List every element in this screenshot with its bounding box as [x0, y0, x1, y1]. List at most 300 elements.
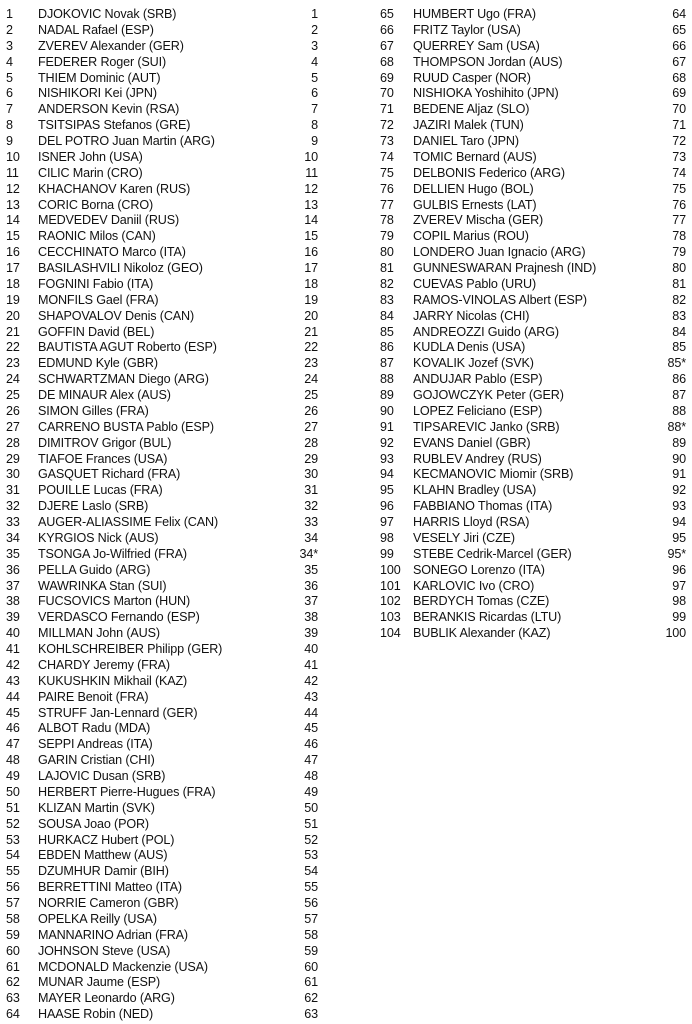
- player-name: THOMPSON Jordan (AUS): [413, 54, 563, 69]
- list-item: [6, 801, 318, 817]
- player-name: TOMIC Bernard (AUS): [413, 149, 537, 164]
- player-rank: 81: [672, 276, 686, 291]
- entry-number: 41: [6, 642, 20, 656]
- entry-number: 27: [6, 419, 20, 434]
- list-item: [380, 245, 686, 261]
- list-item: [6, 833, 318, 849]
- player-rank: 50: [304, 800, 318, 815]
- entry-number: 37: [6, 578, 20, 593]
- list-item: [380, 420, 686, 436]
- player-rank: 4: [311, 54, 318, 69]
- player-rank: 58: [304, 927, 318, 942]
- list-item: [6, 55, 318, 71]
- player-name: LONDERO Juan Ignacio (ARG): [413, 245, 586, 260]
- player-rank: 63: [304, 1007, 318, 1022]
- entry-number: 88: [380, 372, 394, 387]
- player-name: ANDUJAR Pablo (ESP): [413, 372, 543, 387]
- list-item: [380, 182, 686, 198]
- player-rank: 55: [304, 880, 318, 895]
- entry-number: 8: [6, 118, 13, 133]
- player-rank: 76: [672, 197, 686, 212]
- entry-number: 82: [380, 276, 394, 291]
- player-name: GOJOWCZYK Peter (GER): [413, 388, 564, 402]
- player-rank: 97: [672, 578, 686, 593]
- list-item: [6, 531, 318, 547]
- list-item: [380, 340, 686, 356]
- player-rank: 91: [672, 467, 686, 482]
- player-name: KARLOVIC Ivo (CRO): [413, 578, 535, 593]
- player-rank: 88*: [667, 419, 686, 434]
- player-name: BEDENE Aljaz (SLO): [413, 102, 530, 117]
- list-item: [6, 499, 318, 515]
- entry-number: 15: [6, 229, 20, 244]
- player-rank: 88: [672, 403, 686, 418]
- player-name: MILLMAN John (AUS): [38, 626, 160, 641]
- player-name: MCDONALD Mackenzie (USA): [38, 959, 208, 974]
- player-rank: 77: [672, 213, 686, 228]
- entry-number: 4: [6, 54, 13, 69]
- player-rank: 47: [304, 753, 318, 768]
- entry-number: 90: [380, 403, 394, 418]
- entry-number: 19: [6, 292, 20, 307]
- list-item: [6, 340, 318, 356]
- player-rank: 64: [672, 7, 686, 21]
- player-name: ZVEREV Mischa (GER): [413, 213, 544, 228]
- player-rank: 36: [304, 578, 318, 593]
- entry-number: 33: [6, 515, 20, 529]
- player-name: JARRY Nicolas (CHI): [413, 308, 530, 323]
- player-rank: 96: [672, 562, 686, 577]
- player-rank: 31: [304, 483, 318, 498]
- list-item: [6, 229, 318, 245]
- list-item: [6, 928, 318, 944]
- entry-number: 21: [6, 324, 20, 339]
- list-item: [380, 39, 686, 55]
- entry-number: 91: [380, 419, 394, 434]
- entry-number: 101: [380, 578, 401, 593]
- player-rank: 39: [304, 626, 318, 641]
- player-name: KOHLSCHREIBER Philipp (GER): [38, 642, 223, 656]
- entry-number: 18: [6, 276, 20, 291]
- player-rank: 95*: [667, 546, 686, 561]
- list-item: [6, 436, 318, 452]
- list-item: [6, 642, 318, 658]
- list-item: [6, 420, 318, 436]
- player-rank: 40: [304, 642, 318, 656]
- entry-number: 6: [6, 86, 13, 101]
- list-item: [380, 404, 686, 420]
- entry-number: 62: [6, 975, 20, 990]
- player-name: FRITZ Taylor (USA): [413, 22, 521, 37]
- list-item: [6, 785, 318, 801]
- player-rank: 38: [304, 610, 318, 625]
- player-rank: 78: [672, 229, 686, 244]
- list-item: [6, 483, 318, 499]
- entry-number: 56: [6, 880, 20, 895]
- entry-number: 20: [6, 308, 20, 323]
- entry-number: 71: [380, 102, 394, 117]
- player-name: HURKACZ Hubert (POL): [38, 832, 175, 847]
- player-rank: 83: [672, 308, 686, 323]
- list-item: [380, 579, 686, 595]
- entry-number: 3: [6, 38, 13, 53]
- player-name: BUBLIK Alexander (KAZ): [413, 626, 551, 641]
- player-rank: 71: [672, 118, 686, 133]
- entry-number: 51: [6, 800, 20, 815]
- list-item: [6, 7, 318, 23]
- entry-number: 29: [6, 451, 20, 466]
- player-rank: 28: [304, 435, 318, 450]
- entry-number: 38: [6, 594, 20, 609]
- list-item: [380, 293, 686, 309]
- player-rank: 87: [672, 388, 686, 402]
- list-item: [6, 23, 318, 39]
- entry-number: 83: [380, 292, 394, 307]
- player-rank: 49: [304, 784, 318, 799]
- list-item: [6, 293, 318, 309]
- player-name: KECMANOVIC Miomir (SRB): [413, 467, 574, 482]
- player-name: EBDEN Matthew (AUS): [38, 848, 168, 863]
- player-rank: 82: [672, 292, 686, 307]
- entry-number: 2: [6, 22, 13, 37]
- entry-number: 64: [6, 1007, 20, 1022]
- entry-number: 32: [6, 499, 20, 514]
- player-rank: 68: [672, 70, 686, 85]
- list-item: [6, 975, 318, 991]
- player-name: LAJOVIC Dusan (SRB): [38, 769, 166, 783]
- player-name: DZUMHUR Damir (BIH): [38, 864, 169, 879]
- player-name: HUMBERT Ugo (FRA): [413, 7, 536, 21]
- list-item: [380, 213, 686, 229]
- entry-number: 65: [380, 7, 394, 21]
- entry-number: 23: [6, 356, 20, 371]
- player-rank: 73: [672, 149, 686, 164]
- player-rank: 85: [672, 340, 686, 355]
- player-name: FOGNINI Fabio (ITA): [38, 276, 154, 291]
- player-name: HAASE Robin (NED): [38, 1007, 154, 1022]
- entry-number: 66: [380, 22, 394, 37]
- entry-number: 97: [380, 515, 394, 529]
- player-rank: 33: [304, 515, 318, 529]
- player-name: BERRETTINI Matteo (ITA): [38, 880, 182, 895]
- list-item: [6, 848, 318, 864]
- player-rank: 27: [304, 419, 318, 434]
- list-item: [6, 467, 318, 483]
- list-item: [6, 579, 318, 595]
- list-item: [6, 515, 318, 531]
- player-name: EVANS Daniel (GBR): [413, 435, 531, 450]
- player-rank: 74: [672, 165, 686, 180]
- player-rank: 23: [304, 356, 318, 371]
- list-item: [380, 7, 686, 23]
- entry-number: 1: [6, 7, 13, 21]
- player-rank: 79: [672, 245, 686, 260]
- entry-number: 80: [380, 245, 394, 260]
- player-name: GASQUET Richard (FRA): [38, 467, 181, 482]
- entry-number: 54: [6, 848, 20, 863]
- player-rank: 37: [304, 594, 318, 609]
- list-item: [6, 213, 318, 229]
- player-rank: 18: [304, 276, 318, 291]
- player-rank: 1: [311, 7, 318, 21]
- player-rank: 52: [304, 832, 318, 847]
- player-rank: 22: [304, 340, 318, 355]
- player-rank: 16: [304, 245, 318, 260]
- player-rank: 89: [672, 435, 686, 450]
- player-rank: 51: [304, 816, 318, 831]
- ranking-column-left: [6, 7, 318, 1023]
- list-item: [6, 71, 318, 87]
- entry-number: 69: [380, 70, 394, 85]
- player-name: CILIC Marin (CRO): [38, 165, 143, 180]
- list-item: [6, 39, 318, 55]
- player-name: KHACHANOV Karen (RUS): [38, 181, 191, 196]
- player-rank: 29: [304, 451, 318, 466]
- list-item: [380, 467, 686, 483]
- list-item: [380, 626, 686, 642]
- list-item: [380, 452, 686, 468]
- player-rank: 20: [304, 308, 318, 323]
- entry-number: 47: [6, 737, 20, 752]
- player-name: DELBONIS Federico (ARG): [413, 165, 565, 180]
- entry-number: 57: [6, 896, 20, 910]
- player-name: SIMON Gilles (FRA): [38, 403, 149, 418]
- list-item: [380, 499, 686, 515]
- player-rank: 65: [672, 22, 686, 37]
- player-name: CHARDY Jeremy (FRA): [38, 657, 170, 672]
- player-name: KUDLA Denis (USA): [413, 340, 526, 355]
- player-name: GARIN Cristian (CHI): [38, 753, 155, 768]
- player-rank: 100: [665, 626, 686, 641]
- player-rank: 10: [304, 149, 318, 164]
- list-item: [6, 404, 318, 420]
- player-name: CUEVAS Pablo (URU): [413, 276, 537, 291]
- entry-number: 16: [6, 245, 20, 260]
- player-rank: 90: [672, 451, 686, 466]
- list-item: [380, 134, 686, 150]
- player-rank: 75: [672, 181, 686, 196]
- list-item: [6, 356, 318, 372]
- entry-number: 55: [6, 864, 20, 879]
- entry-number: 76: [380, 181, 394, 196]
- entry-number: 35: [6, 546, 20, 561]
- list-item: [6, 388, 318, 404]
- player-name: FUCSOVICS Marton (HUN): [38, 594, 191, 609]
- entry-number: 34: [6, 530, 20, 545]
- list-item: [6, 102, 318, 118]
- list-item: [6, 547, 318, 563]
- list-item: [380, 325, 686, 341]
- player-name: MAYER Leonardo (ARG): [38, 991, 175, 1006]
- list-item: [380, 483, 686, 499]
- player-rank: 7: [311, 102, 318, 117]
- list-item: [6, 944, 318, 960]
- player-rank: 12: [304, 181, 318, 196]
- player-name: SEPPI Andreas (ITA): [38, 737, 153, 752]
- list-item: [380, 229, 686, 245]
- list-item: [6, 626, 318, 642]
- player-rank: 32: [304, 499, 318, 514]
- list-item: [380, 102, 686, 118]
- list-item: [380, 86, 686, 102]
- player-rank: 56: [304, 896, 318, 910]
- player-rank: 84: [672, 324, 686, 339]
- player-rank: 5: [311, 70, 318, 85]
- entry-number: 11: [6, 165, 19, 180]
- player-name: TSITSIPAS Stefanos (GRE): [38, 118, 191, 133]
- entry-number: 40: [6, 626, 20, 641]
- list-item: [6, 753, 318, 769]
- list-item: [6, 309, 318, 325]
- list-item: [380, 594, 686, 610]
- player-name: BASILASHVILI Nikoloz (GEO): [38, 261, 203, 275]
- player-rank: 60: [304, 959, 318, 974]
- entry-number: 94: [380, 467, 394, 482]
- player-name: ZVEREV Alexander (GER): [38, 38, 184, 53]
- player-name: SOUSA Joao (POR): [38, 816, 149, 831]
- entry-number: 45: [6, 705, 20, 720]
- entry-number: 52: [6, 816, 20, 831]
- player-name: NISHIOKA Yoshihito (JPN): [413, 86, 559, 101]
- list-item: [6, 325, 318, 341]
- entry-number: 14: [6, 213, 20, 228]
- player-name: DEL POTRO Juan Martin (ARG): [38, 134, 215, 148]
- player-rank: 86: [672, 372, 686, 387]
- player-rank: 42: [304, 673, 318, 688]
- list-item: [6, 261, 318, 277]
- player-name: BERANKIS Ricardas (LTU): [413, 610, 562, 625]
- entry-number: 63: [6, 991, 20, 1006]
- list-item: [380, 261, 686, 277]
- player-rank: 57: [304, 911, 318, 926]
- player-name: GULBIS Ernests (LAT): [413, 197, 537, 212]
- list-item: [6, 960, 318, 976]
- player-name: HARRIS Lloyd (RSA): [413, 515, 530, 529]
- player-rank: 48: [304, 769, 318, 783]
- list-item: [380, 198, 686, 214]
- list-item: [6, 706, 318, 722]
- entry-number: 72: [380, 118, 394, 133]
- player-rank: 59: [304, 943, 318, 958]
- entry-number: 17: [6, 261, 20, 275]
- player-rank: 24: [304, 372, 318, 387]
- list-item: [380, 55, 686, 71]
- player-rank: 11: [305, 165, 318, 180]
- entry-number: 77: [380, 197, 394, 212]
- player-name: GUNNESWARAN Prajnesh (IND): [413, 261, 597, 275]
- player-rank: 2: [311, 22, 318, 37]
- player-name: FEDERER Roger (SUI): [38, 54, 167, 69]
- ranking-column-right: [380, 7, 686, 642]
- list-item: [380, 547, 686, 563]
- player-name: BERDYCH Tomas (CZE): [413, 594, 550, 609]
- list-item: [6, 86, 318, 102]
- player-rank: 19: [304, 292, 318, 307]
- list-item: [6, 563, 318, 579]
- entry-number: 78: [380, 213, 394, 228]
- list-item: [6, 118, 318, 134]
- player-name: KLIZAN Martin (SVK): [38, 800, 155, 815]
- player-name: KUKUSHKIN Mikhail (KAZ): [38, 673, 188, 688]
- player-name: HERBERT Pierre-Hugues (FRA): [38, 784, 216, 799]
- entry-number: 59: [6, 927, 20, 942]
- list-item: [6, 166, 318, 182]
- player-rank: 98: [672, 594, 686, 609]
- player-rank: 44: [304, 705, 318, 720]
- player-rank: 45: [304, 721, 318, 736]
- list-item: [6, 690, 318, 706]
- player-name: STRUFF Jan-Lennard (GER): [38, 705, 198, 720]
- entry-number: 68: [380, 54, 394, 69]
- player-rank: 93: [672, 499, 686, 514]
- entry-number: 36: [6, 562, 20, 577]
- player-name: DELLIEN Hugo (BOL): [413, 181, 534, 196]
- list-item: [6, 594, 318, 610]
- entry-number: 92: [380, 435, 394, 450]
- player-name: BAUTISTA AGUT Roberto (ESP): [38, 340, 217, 355]
- player-name: NISHIKORI Kei (JPN): [38, 86, 157, 101]
- entry-number: 61: [6, 959, 20, 974]
- player-name: DJOKOVIC Novak (SRB): [38, 7, 177, 21]
- player-name: TIPSAREVIC Janko (SRB): [413, 419, 560, 434]
- player-name: TIAFOE Frances (USA): [38, 451, 168, 466]
- entry-number: 48: [6, 753, 20, 768]
- entry-number: 39: [6, 610, 20, 625]
- player-name: PELLA Guido (ARG): [38, 562, 151, 577]
- list-item: [6, 658, 318, 674]
- list-item: [380, 531, 686, 547]
- entry-number: 98: [380, 530, 394, 545]
- player-rank: 94: [672, 515, 686, 529]
- list-item: [380, 372, 686, 388]
- player-rank: 15: [304, 229, 318, 244]
- entry-number: 13: [6, 197, 20, 212]
- entry-number: 24: [6, 372, 20, 387]
- player-rank: 34*: [299, 546, 318, 561]
- player-rank: 35: [304, 562, 318, 577]
- player-rank: 3: [311, 38, 318, 53]
- player-rank: 72: [672, 134, 686, 148]
- player-name: RAMOS-VINOLAS Albert (ESP): [413, 292, 587, 307]
- player-rank: 70: [672, 102, 686, 117]
- player-name: FABBIANO Thomas (ITA): [413, 499, 553, 514]
- entry-number: 53: [6, 832, 20, 847]
- entry-number: 46: [6, 721, 20, 736]
- player-name: EDMUND Kyle (GBR): [38, 356, 158, 371]
- player-name: SCHWARTZMAN Diego (ARG): [38, 372, 209, 387]
- list-item: [6, 817, 318, 833]
- player-rank: 62: [304, 991, 318, 1006]
- list-item: [380, 118, 686, 134]
- player-name: CORIC Borna (CRO): [38, 197, 154, 212]
- player-name: THIEM Dominic (AUT): [38, 70, 161, 85]
- player-rank: 26: [304, 403, 318, 418]
- entry-number: 96: [380, 499, 394, 514]
- player-rank: 21: [304, 324, 318, 339]
- list-item: [6, 737, 318, 753]
- list-item: [380, 436, 686, 452]
- entry-number: 67: [380, 38, 394, 53]
- list-item: [6, 912, 318, 928]
- player-name: WAWRINKA Stan (SUI): [38, 578, 167, 593]
- entry-number: 12: [6, 181, 20, 196]
- entry-number: 75: [380, 165, 394, 180]
- list-item: [6, 372, 318, 388]
- entry-number: 25: [6, 388, 20, 402]
- entry-number: 85: [380, 324, 394, 339]
- list-item: [6, 150, 318, 166]
- player-name: ISNER John (USA): [38, 149, 143, 164]
